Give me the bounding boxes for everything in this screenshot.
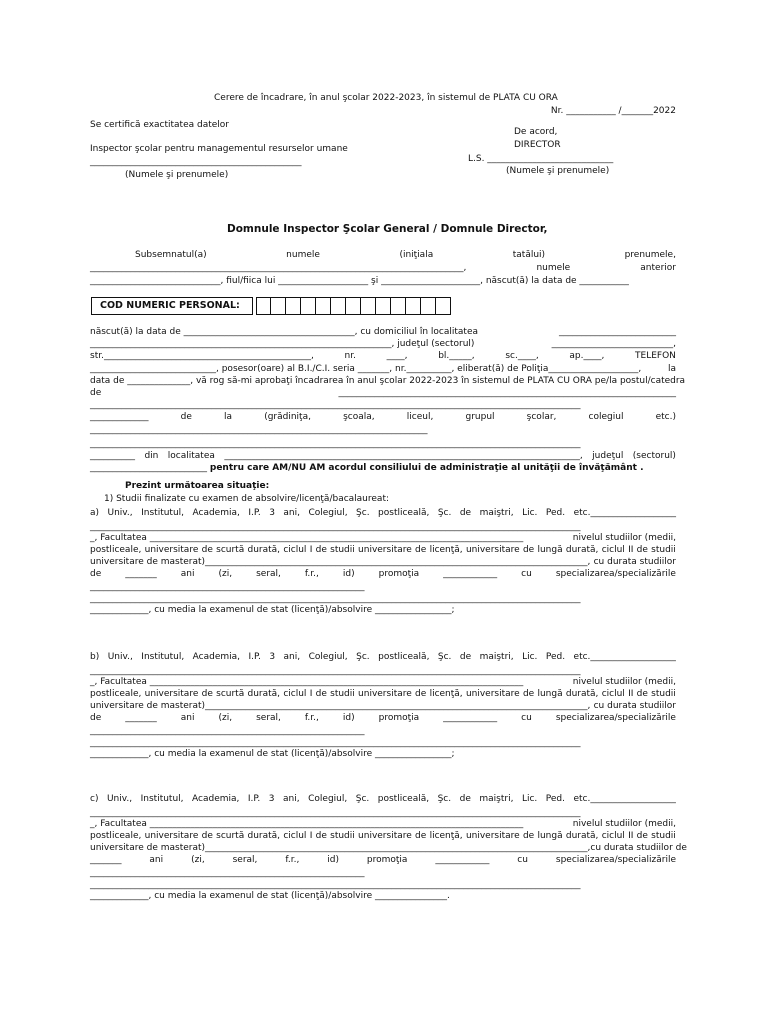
cnp-digit-cell[interactable]: [331, 297, 346, 315]
study-block-b-fac[interactable]: _, Facultatea ___________________________________________________________________________________ nivelul studiilor (medii,: [90, 677, 676, 687]
personal-line-12[interactable]: ___________________________________________________________________________: [90, 425, 428, 435]
study-block-c-dur[interactable]: _______ ani (zi, seral, f.r., id) promoţia ____________ cu specializarea/specializările: [90, 855, 676, 865]
study-block-a-avg[interactable]: _____________, cu media la examenul de stat (licenţă)/absolvire _________________;: [90, 605, 455, 615]
personal-line-13[interactable]: _____________________________________________________________________________________________________________: [90, 439, 581, 449]
personal-line-5[interactable]: ___________________________________________________________________, judeţul (sectorul) ___________________________,: [90, 339, 676, 349]
study-block-c-fac[interactable]: _, Facultatea ___________________________________________________________________________________ nivelul studiilor (medii,: [90, 819, 676, 829]
cnp-label: COD NUMERIC PERSONAL:: [91, 297, 253, 315]
personal-line-4[interactable]: născut(ă) la data de ______________________________________, cu domiciliul în localitatea __________________________: [90, 327, 676, 337]
certify-text: Se certifică exactitatea datelor: [90, 120, 230, 130]
study-block-a-level: postliceale, universitare de scurtă durată, ciclul I de studii universitare de licenţă, universitare de lungă durată, ciclul II de studii: [90, 545, 676, 555]
study-block-a-line2[interactable]: _____________________________________________________________________________________________________________: [90, 594, 581, 604]
registration-number-field[interactable]: Nr. ___________ /_______2022: [550, 106, 676, 116]
study-block-c-level: postliceale, universitare de scurtă durată, ciclul I de studii universitare de licenţă, universitare de lungă durată, ciclul II de studii: [90, 831, 676, 841]
cnp-digit-cell[interactable]: [301, 297, 316, 315]
council-agreement-text: pentru care AM/NU AM acordul consiliului de administraţie al unităţii de învăţământ .: [209, 463, 644, 473]
personal-line-6[interactable]: str.______________________________________________, nr. ____, bl._____, sc.____, ap.____, TELEFON: [90, 351, 676, 361]
study-block-c-line1[interactable]: _____________________________________________________________: [90, 868, 365, 878]
cnp-digit-cell[interactable]: [391, 297, 406, 315]
personal-line-11[interactable]: _____________ de la (grădiniţa, şcoala, liceul, grupul şcolar, colegiul etc.): [90, 412, 676, 422]
cnp-digit-cell[interactable]: [436, 297, 451, 315]
study-block-b-level: postliceale, universitare de scurtă durată, ciclul I de studii universitare de licenţă, universitare de lungă durată, ciclul II de studii: [90, 689, 676, 699]
personal-line-2[interactable]: ___________________________________________________________________________________, numele anterior: [90, 263, 676, 273]
agree-text: De acord,: [514, 127, 558, 137]
studies-heading: 1) Studii finalizate cu examen de absolvire/licenţă/bacalaureat:: [104, 494, 390, 504]
study-block-a-fac[interactable]: _, Facultatea ___________________________________________________________________________________ nivelul studiilor (medii,: [90, 533, 676, 543]
study-block-a-head[interactable]: a) Univ., Institutul, Academia, I.P. 3 ani, Colegiul, Şc. postliceală, Şc. de maiştri, Lic. Ped. etc.___________________: [90, 508, 676, 518]
personal-line-3[interactable]: _____________________________, fiul/fiica lui ____________________ şi ______________________, născut(ă) la data de ___________: [90, 276, 629, 286]
study-block-b-master[interactable]: universitare de masterat)_____________________________________________________________________________________, cu durata studiilor: [90, 701, 676, 711]
personal-line-14[interactable]: __________ din localitatea _______________________________________________________________________________, judeţul (sectorul): [90, 451, 676, 461]
study-block-b-line2[interactable]: _____________________________________________________________________________________________________________: [90, 738, 581, 748]
inspector-label: Inspector şcolar pentru managementul resurselor umane: [90, 144, 348, 154]
cnp-digit-cell[interactable]: [286, 297, 301, 315]
cnp-digit-cell[interactable]: [406, 297, 421, 315]
study-block-c-head[interactable]: c) Univ., Institutul, Academia, I.P. 3 ani, Colegiul, Şc. postliceală, Şc. de maiştri, Lic. Ped. etc.___________________: [90, 794, 676, 804]
personal-line-9[interactable]: de ___________________________________________________________________________: [90, 388, 676, 398]
cnp-cells[interactable]: [256, 297, 451, 315]
study-block-c-fill[interactable]: _____________________________________________________________________________________________________________: [90, 808, 581, 818]
study-block-c-line2[interactable]: _____________________________________________________________________________________________________________: [90, 880, 581, 890]
cnp-digit-cell[interactable]: [256, 297, 271, 315]
study-block-c-avg[interactable]: _____________, cu media la examenul de stat (licenţă)/absolvire ________________.: [90, 891, 450, 901]
study-block-a-line1[interactable]: _____________________________________________________________: [90, 582, 365, 592]
director-name-hint: (Numele şi prenumele): [506, 166, 610, 176]
inspector-name-hint: (Numele şi prenumele): [125, 170, 229, 180]
study-block-c-master[interactable]: universitare de masterat)_____________________________________________________________________________________, cu durata studiilor de: [90, 843, 687, 853]
study-block-b-dur[interactable]: de _______ ani (zi, seral, f.r., id) promoţia ____________ cu specializarea/specializările: [90, 713, 676, 723]
cnp-digit-cell[interactable]: [361, 297, 376, 315]
salutation-heading: Domnule Inspector Şcolar General / Domnule Director,: [227, 223, 548, 235]
personal-line-10[interactable]: _____________________________________________________________________________________________________________: [90, 400, 581, 410]
cnp-digit-cell[interactable]: [271, 297, 286, 315]
study-block-b-line1[interactable]: _____________________________________________________________: [90, 726, 365, 736]
personal-line-1[interactable]: Subsemnatul(a) numele (iniţiala tatălui) prenumele,: [135, 250, 676, 260]
study-block-a-fill[interactable]: _____________________________________________________________________________________________________________: [90, 522, 581, 532]
situation-heading: Prezint următoarea situaţie:: [125, 481, 270, 491]
cnp-digit-cell[interactable]: [316, 297, 331, 315]
cnp-digit-cell[interactable]: [346, 297, 361, 315]
study-block-b-avg[interactable]: _____________, cu media la examenul de stat (licenţă)/absolvire _________________;: [90, 749, 455, 759]
cnp-digit-cell[interactable]: [376, 297, 391, 315]
personal-line-7[interactable]: ____________________________, posesor(oare) al B.I./C.I. seria _______, nr.__________, eliberat(ă) de Poliţia____________________, la: [90, 364, 676, 374]
personal-line-15[interactable]: __________________________ pentru care AM/NU AM acordul consiliului de administraţie al unităţii de învăţământ .: [90, 463, 644, 473]
cnp-digit-cell[interactable]: [421, 297, 436, 315]
study-block-a-dur[interactable]: de _______ ani (zi, seral, f.r., id) promoţia ____________ cu specializarea/specializările: [90, 569, 676, 579]
study-block-b-fill[interactable]: _____________________________________________________________________________________________________________: [90, 666, 581, 676]
director-signature-field[interactable]: L.S. ____________________________: [468, 154, 614, 164]
personal-line-8: data de ______________, vă rog să-mi aprobaţi încadrarea în anul şcolar 2022-2023 în sistemul de PLATA CU ORA pe/la postul/catedra: [90, 376, 686, 386]
form-title: Cerere de încadrare, în anul şcolar 2022-2023, în sistemul de PLATA CU ORA: [214, 93, 558, 103]
study-block-b-head[interactable]: b) Univ., Institutul, Academia, I.P. 3 ani, Colegiul, Şc. postliceală, Şc. de maiştri, Lic. Ped. etc.___________________: [90, 652, 676, 662]
director-label: DIRECTOR: [514, 140, 561, 150]
inspector-signature-field[interactable]: _______________________________________________: [90, 157, 302, 167]
study-block-a-master[interactable]: universitare de masterat)_____________________________________________________________________________________, cu durata studiilor: [90, 557, 676, 567]
